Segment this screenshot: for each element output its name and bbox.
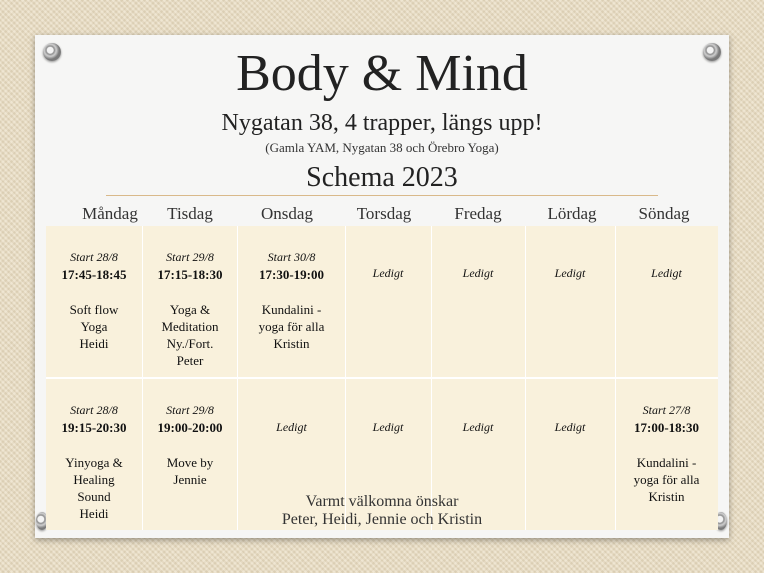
welcome-message [0,493,764,529]
class-time: 19:15-20:30 [61,420,127,435]
class-detail: Yoga & [169,302,211,317]
page-title: Body & Mind [236,45,528,102]
class-time: 17:45-18:45 [61,267,127,282]
free-slot-thursday-2: Ledigt [372,420,404,434]
class-tuesday-2 [145,402,235,488]
divider [106,195,658,196]
column-divider [345,226,346,530]
class-detail: Sound [77,489,111,504]
day-header-thursday: Torsdag [356,204,412,223]
class-detail: Yoga [80,319,108,334]
free-slot-friday-2: Ledigt [462,420,494,434]
class-detail: Soft flow [69,302,119,317]
class-start: Start 28/8 [70,403,118,417]
day-header-monday: Måndag [82,204,138,223]
day-header-saturday: Lördag [547,204,597,223]
teachers-line: Peter, Heidi, Jennie och Kristin [281,511,483,528]
address-note: (Gamla YAM, Nygatan 38 och Örebro Yoga) [265,140,499,155]
column-divider [237,226,238,530]
class-monday-1 [50,249,138,352]
class-detail: Ny./Fort. [166,336,214,351]
free-slot-thursday-1: Ledigt [372,266,404,280]
class-detail: yoga för alla [258,319,325,334]
class-time: 17:30-19:00 [259,267,324,282]
free-slot-friday-1: Ledigt [462,266,494,280]
class-wednesday-1 [240,249,343,352]
free-slot-wednesday-2: Ledigt [276,420,307,434]
class-start: Start 29/8 [166,403,214,417]
address: Nygatan 38, 4 trapper, längs upp! [221,110,543,136]
class-detail: Kundalini - [636,455,697,470]
column-divider [525,226,526,530]
class-detail: yoga för alla [633,472,700,487]
column-divider [431,226,432,530]
class-tuesday-1 [145,249,235,369]
welcome-line: Varmt välkomna önskar [305,493,459,510]
day-header-sunday: Söndag [638,204,690,223]
class-start: Start 30/8 [267,250,316,264]
class-detail: Kristin [648,489,685,504]
class-detail: Heidi [79,336,109,351]
class-detail: Meditation [161,319,219,334]
class-time: 19:00-20:00 [157,420,223,435]
free-slot-saturday-2: Ledigt [554,420,586,434]
class-detail: Healing [73,472,115,487]
class-detail: Kundalini - [261,302,322,317]
class-detail: Peter [176,353,204,368]
column-divider [615,226,616,530]
class-detail: Heidi [79,506,109,521]
free-slot-saturday-1: Ledigt [554,266,586,280]
class-sunday-2 [617,402,716,505]
class-start: Start 29/8 [166,250,214,264]
free-slot-sunday-1: Ledigt [651,266,682,280]
class-detail: Yinyoga & [65,455,123,470]
day-header-friday: Fredag [454,204,502,223]
column-divider [142,226,143,530]
class-detail: Kristin [273,336,310,351]
class-start: Start 28/8 [70,250,118,264]
class-detail: Jennie [173,472,207,487]
row-divider [46,377,718,379]
day-header-tuesday: Tisdag [167,204,213,223]
class-time: 17:00-18:30 [634,420,699,435]
class-detail: Move by [166,455,214,470]
day-header-wednesday: Onsdag [261,204,313,223]
class-start: Start 27/8 [642,403,691,417]
class-time: 17:15-18:30 [157,267,223,282]
schedule-title: Schema 2023 [306,162,458,193]
